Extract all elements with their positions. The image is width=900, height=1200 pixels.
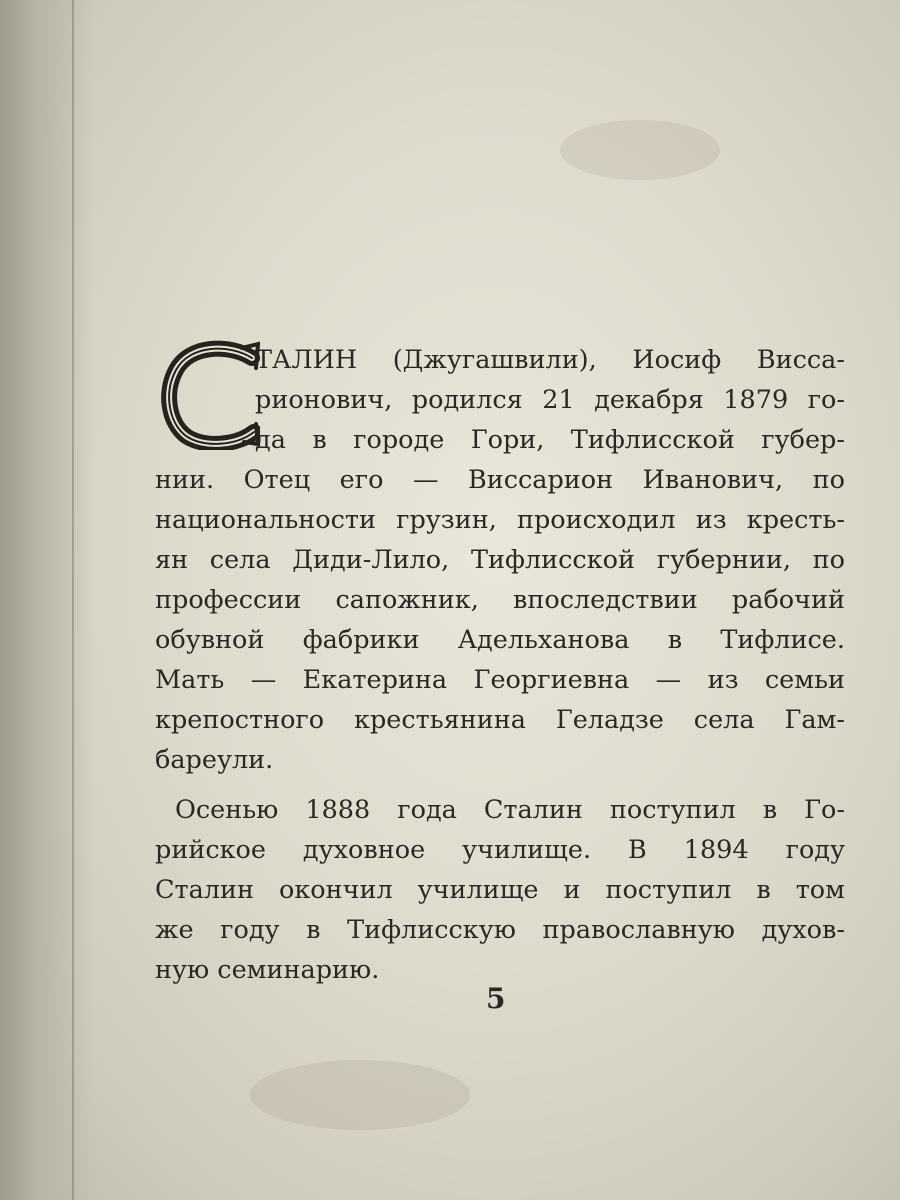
text-line: бареули.	[155, 745, 274, 775]
text-line: крепостного крестьянина Геладзе села Гам-	[155, 705, 845, 735]
paper-stain	[250, 1060, 470, 1130]
body-text	[155, 340, 845, 990]
text-line: ную семинарию.	[155, 955, 380, 985]
text-line: Мать — Екатерина Георгиевна — из семьи	[155, 665, 845, 695]
page-number: 5	[486, 982, 506, 1015]
text-line: Сталин окончил училище и поступил в том	[155, 875, 845, 905]
gutter-shadow	[0, 0, 95, 1200]
text-line: нии. Отец его — Виссарион Иванович, по	[155, 465, 845, 495]
text-line: рионович, родился 21 декабря 1879 го-	[255, 385, 845, 415]
paragraph-gap	[155, 780, 845, 790]
text-line: же году в Тифлисскую православную духов-	[155, 915, 845, 945]
text-line: профессии сапожник, впоследствии рабочий	[155, 585, 845, 615]
text-line: ТАЛИН (Джугашвили), Иосиф Висса-	[255, 345, 845, 375]
paper-stain	[560, 120, 720, 180]
text-line: да в городе Гори, Тифлисской губер-	[255, 425, 845, 455]
text-line: ян села Диди-Лило, Тифлисской губернии, по	[155, 545, 845, 575]
page-edge-line	[72, 0, 74, 1200]
text-line: рийское духовное училище. В 1894 году	[155, 835, 845, 865]
text-line: Осенью 1888 года Сталин поступил в Го-	[175, 795, 845, 825]
text-line: обувной фабрики Адельханова в Тифлисе.	[155, 625, 845, 655]
text-line: национальности грузин, происходил из кресть-	[155, 505, 845, 535]
drop-cap-letter	[160, 340, 260, 450]
